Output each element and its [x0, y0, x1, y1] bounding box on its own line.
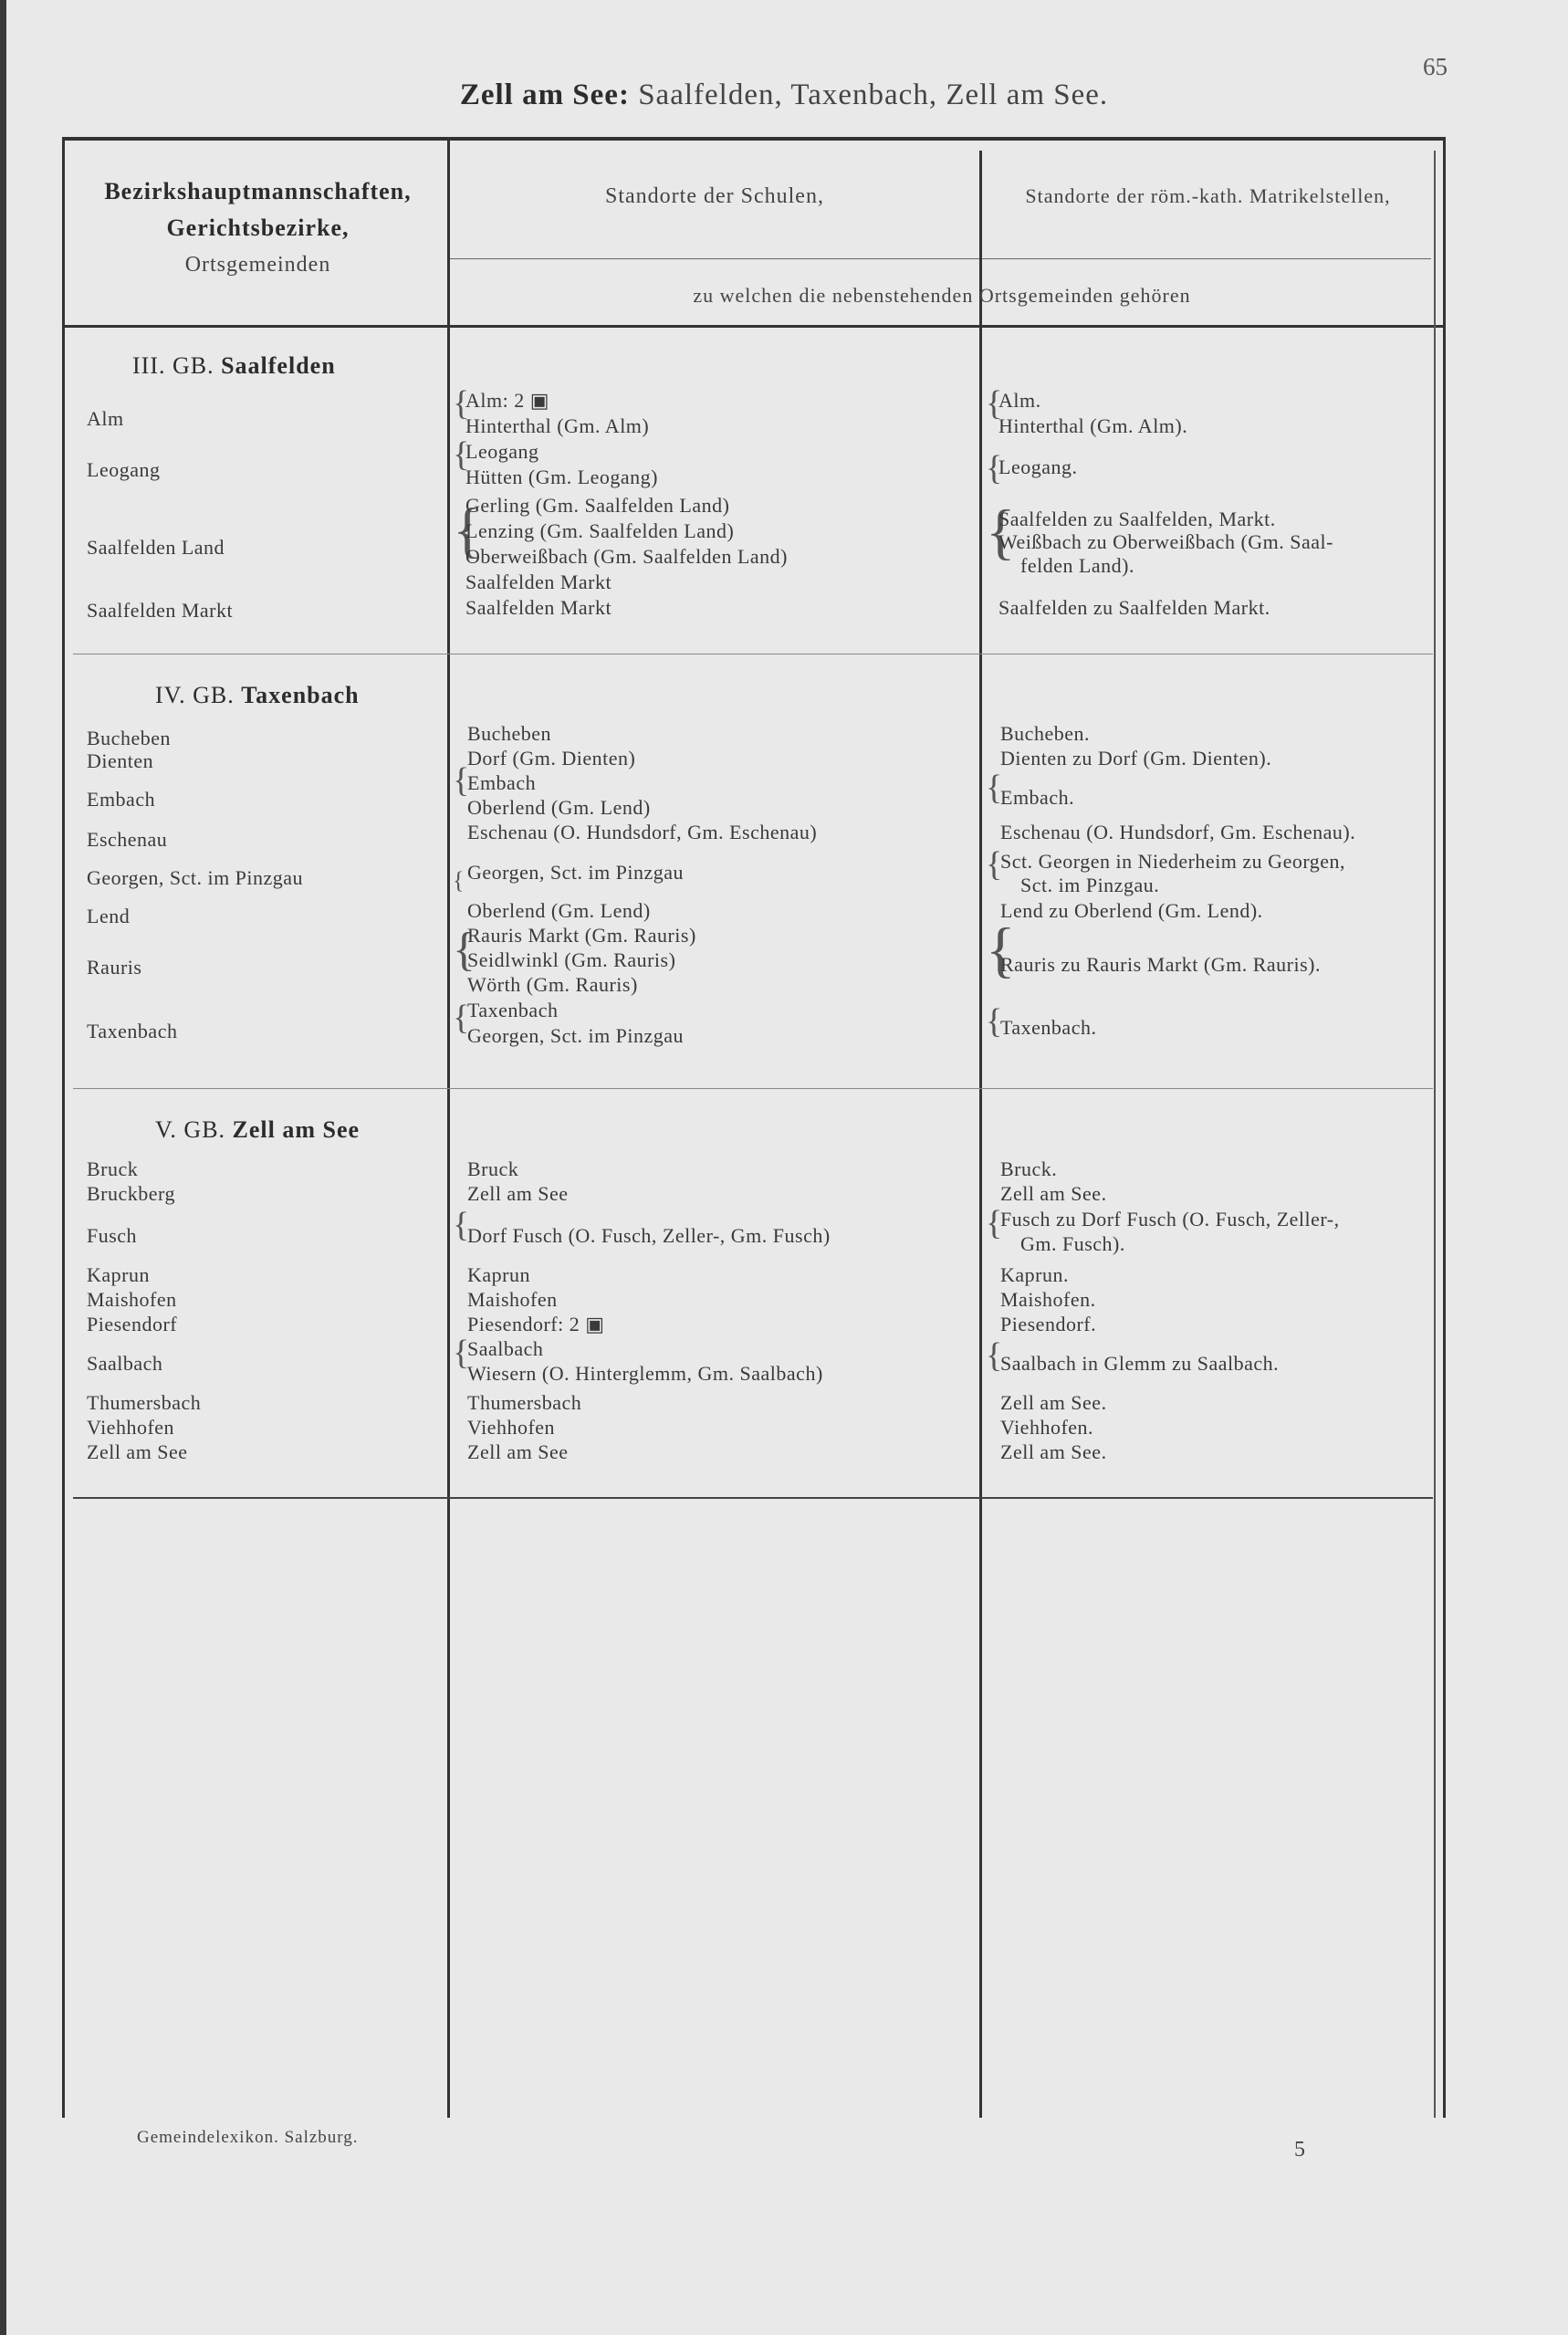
brace: { [453, 384, 470, 423]
schule-row: Saalfelden Markt [465, 596, 612, 619]
schule-row: Alm: 2 ▣ [465, 389, 550, 412]
brace: { [453, 867, 465, 894]
schule-row: Viehhofen [467, 1416, 556, 1439]
gemeinde-row: Zell am See [87, 1440, 188, 1463]
brace: { [986, 384, 1003, 423]
gemeinde-row: Taxenbach [87, 1020, 178, 1042]
matrikel-row: Lend zu Oberlend (Gm. Lend). [1000, 899, 1263, 922]
schule-row: Zell am See [467, 1182, 569, 1205]
matrikel-row: Viehhofen. [1000, 1416, 1094, 1439]
section-title-taxenbach [155, 682, 360, 709]
section-name: Taxenbach [241, 682, 360, 708]
matrikel-row: Embach. [1000, 786, 1075, 809]
schule-row: Saalbach [467, 1337, 544, 1360]
brace: { [986, 497, 1016, 566]
section-divider-2 [73, 1088, 1433, 1089]
brace: { [453, 1334, 470, 1372]
column-divider-right [1434, 151, 1436, 2118]
brace: { [986, 1002, 1003, 1041]
page-title [0, 79, 1568, 112]
gemeinde-row: Dienten [87, 749, 154, 772]
section-name: Zell am See [232, 1116, 361, 1143]
matrikel-row: Saalfelden zu Saalfelden Markt. [998, 596, 1270, 619]
matrikel-row: Taxenbach. [1000, 1016, 1097, 1039]
brace: { [986, 769, 1003, 807]
gemeinde-row: Viehhofen [87, 1416, 175, 1439]
gemeinde-row: Georgen, Sct. im Pinzgau [87, 866, 304, 889]
header-span-note [450, 277, 1434, 314]
title-courts: Saalfelden, Taxenbach, Zell am See. [629, 79, 1109, 111]
schule-row: Georgen, Sct. im Pinzgau [467, 1024, 685, 1047]
footer-page-number: 5 [1294, 2138, 1305, 2162]
matrikel-row: Piesendorf. [1000, 1313, 1097, 1335]
gemeinde-row: Embach [87, 788, 156, 811]
section-title-saalfelden [132, 352, 336, 380]
header-col1-line2: Gerichtsbezirke, [166, 215, 350, 241]
gemeinde-row: Fusch [87, 1224, 138, 1247]
schule-row: Zell am See [467, 1440, 569, 1463]
matrikel-row: Zell am See. [1000, 1182, 1107, 1205]
header-col1-line1: Bezirkshauptmannschaften, [104, 178, 412, 204]
brace: { [453, 1206, 470, 1244]
schule-row: Hütten (Gm. Leogang) [465, 466, 658, 488]
schule-row: Seidlwinkl (Gm. Rauris) [467, 948, 676, 971]
matrikel-row: Rauris zu Rauris Markt (Gm. Rauris). [1000, 953, 1321, 976]
matrikel-row: Saalfelden zu Saalfelden, Markt. [998, 508, 1276, 530]
header-col1-line3: Ortsgemeinden [184, 253, 331, 277]
matrikel-row: Alm. [998, 389, 1041, 412]
brace: { [986, 1204, 1003, 1242]
title-district: Zell am See: [459, 79, 630, 111]
schule-row: Oberlend (Gm. Lend) [467, 899, 651, 922]
gemeinde-row: Piesendorf [87, 1313, 178, 1335]
header-col-matrikel [982, 178, 1434, 215]
brace: { [453, 924, 476, 976]
gemeinde-row: Lend [87, 905, 131, 927]
schule-row: Thumersbach [467, 1391, 582, 1414]
schule-row: Hinterthal (Gm. Alm) [465, 414, 650, 437]
matrikel-row: Eschenau (O. Hundsdorf, Gm. Eschenau). [1000, 821, 1356, 843]
gemeinde-row: Kaprun [87, 1263, 150, 1286]
schule-row: Wörth (Gm. Rauris) [467, 973, 638, 996]
gemeinde-row: Bruck [87, 1157, 139, 1180]
page-edge [0, 0, 6, 2335]
gemeinde-row: Alm [87, 407, 124, 430]
matrikel-row: Maishofen. [1000, 1288, 1096, 1311]
schule-row: Oberweißbach (Gm. Saalfelden Land) [465, 545, 788, 568]
schule-row: Lenzing (Gm. Saalfelden Land) [465, 519, 735, 542]
header-col-gemeinden [68, 173, 447, 283]
matrikel-row: Fusch zu Dorf Fusch (O. Fusch, Zeller-, [1000, 1208, 1340, 1230]
schule-row: Maishofen [467, 1288, 558, 1311]
schule-row: Kaprun [467, 1263, 530, 1286]
matrikel-row: Leogang. [998, 455, 1078, 478]
brace: { [986, 845, 1003, 884]
gemeinde-row: Bruckberg [87, 1182, 175, 1205]
brace: { [453, 999, 470, 1037]
matrikel-row: felden Land). [1020, 554, 1134, 577]
gemeinde-row: Bucheben [87, 727, 171, 749]
matrikel-row: Sct. Georgen in Niederheim zu Georgen, [1000, 850, 1346, 873]
gemeinde-row: Leogang [87, 458, 161, 481]
footer-source: Gemeindelexikon. Salzburg. [137, 2128, 359, 2147]
schule-row: Bruck [467, 1157, 519, 1180]
matrikel-row: Weißbach zu Oberweißbach (Gm. Saal- [998, 530, 1333, 553]
section-title-zell-am-see [155, 1116, 360, 1144]
gemeinde-row: Saalbach [87, 1352, 163, 1375]
matrikel-row: Hinterthal (Gm. Alm). [998, 414, 1188, 437]
header-col3-label: Standorte der röm.-kath. Matrikelstellen, [1025, 184, 1391, 207]
column-divider-2 [979, 151, 982, 2118]
header-col2-label: Standorte der Schulen, [605, 184, 824, 208]
brace: { [453, 761, 470, 800]
brace: { [986, 1336, 1003, 1375]
schule-row: Embach [467, 771, 537, 794]
schule-row: Rauris Markt (Gm. Rauris) [467, 924, 696, 947]
header-col-schulen [450, 178, 979, 215]
schule-row: Oberlend (Gm. Lend) [467, 796, 651, 819]
column-divider-1 [447, 137, 450, 2118]
schule-row: Dorf (Gm. Dienten) [467, 747, 636, 770]
brace: { [986, 449, 1003, 487]
schule-row: Dorf Fusch (O. Fusch, Zeller-, Gm. Fusch) [467, 1224, 831, 1247]
schule-row: Leogang [465, 440, 539, 463]
gemeinde-row: Rauris [87, 956, 142, 979]
schule-row: Georgen, Sct. im Pinzgau [467, 861, 685, 884]
header-span-note-text: zu welchen die nebenstehenden Ortsgemeinden gehören [693, 284, 1191, 307]
section-roman: V. GB. [155, 1116, 226, 1143]
gemeinde-row: Saalfelden Land [87, 536, 225, 559]
header-sub-rule [447, 258, 1431, 259]
brace: { [453, 435, 470, 474]
section-roman: IV. GB. [155, 682, 235, 708]
matrikel-row: Gm. Fusch). [1020, 1232, 1125, 1255]
header-bottom-rule [62, 325, 1444, 328]
gemeinde-row: Eschenau [87, 828, 168, 851]
page-number: 65 [1423, 53, 1448, 80]
table-top-rule [62, 137, 1444, 141]
brace: { [986, 915, 1016, 984]
matrikel-row: Zell am See. [1000, 1391, 1107, 1414]
gemeinde-row: Saalfelden Markt [87, 599, 234, 622]
matrikel-row: Dienten zu Dorf (Gm. Dienten). [1000, 747, 1272, 770]
brace: { [453, 495, 483, 564]
matrikel-row: Saalbach in Glemm zu Saalbach. [1000, 1352, 1280, 1375]
schule-row: Wiesern (O. Hinterglemm, Gm. Saalbach) [467, 1362, 823, 1385]
section-roman: III. GB. [132, 352, 214, 379]
gemeinde-row: Thumersbach [87, 1391, 202, 1414]
schule-row: Bucheben [467, 722, 551, 745]
matrikel-row: Sct. im Pinzgau. [1020, 874, 1160, 896]
matrikel-row: Bruck. [1000, 1157, 1058, 1180]
schule-row: Piesendorf: 2 ▣ [467, 1313, 605, 1335]
schule-row: Gerling (Gm. Saalfelden Land) [465, 494, 730, 517]
section-divider-3 [73, 1497, 1433, 1499]
section-name: Saalfelden [221, 352, 336, 379]
schule-row: Eschenau (O. Hundsdorf, Gm. Eschenau) [467, 821, 818, 843]
matrikel-row: Kaprun. [1000, 1263, 1069, 1286]
schule-row: Taxenbach [467, 999, 559, 1021]
gemeinde-row: Maishofen [87, 1288, 177, 1311]
matrikel-row: Bucheben. [1000, 722, 1090, 745]
schule-row: Saalfelden Markt [465, 571, 612, 593]
matrikel-row: Zell am See. [1000, 1440, 1107, 1463]
